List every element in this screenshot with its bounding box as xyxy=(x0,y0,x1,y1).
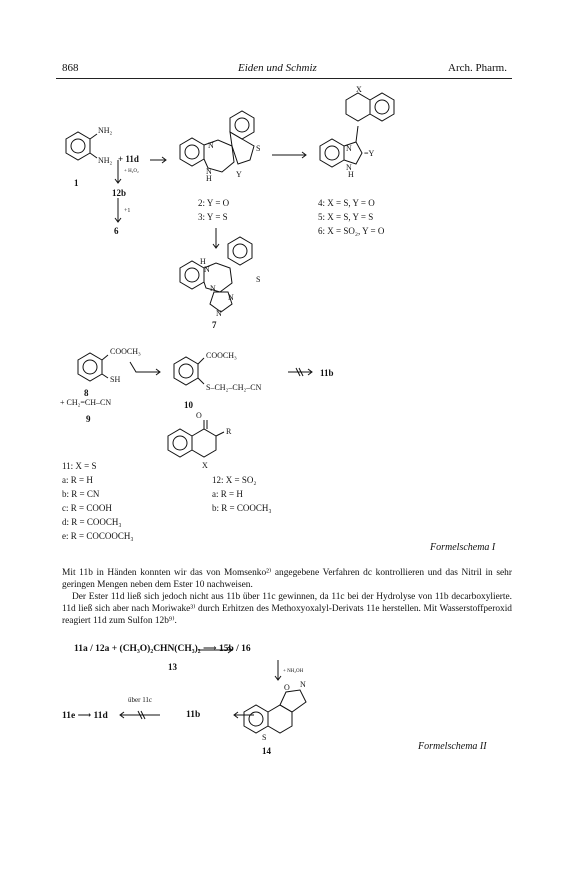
label-6: 6 xyxy=(114,226,119,236)
nh2-lower: NH₂ xyxy=(98,156,113,165)
reagent-11d: + 11d xyxy=(118,154,139,164)
chain-10: S–CH₂–CH₂–CN xyxy=(206,383,262,392)
compound-14-benzo-ring xyxy=(244,705,268,733)
svg-text:=Y: =Y xyxy=(364,149,375,158)
acrylonitrile: + CH₂=CH–CN xyxy=(60,398,112,407)
label-11b-s2: 11b xyxy=(186,710,201,720)
label-7: 7 xyxy=(212,320,217,330)
sh-8: SH xyxy=(110,375,121,384)
nh2-upper: NH₂ xyxy=(98,126,113,135)
compound-11-benzo-ring xyxy=(168,429,192,457)
label-1: 1 xyxy=(74,178,79,188)
label-3: 3: Y = S xyxy=(198,212,228,222)
legend-12b: b: R = COOCH₃ xyxy=(212,503,272,513)
legend-11e: e: R = COCOOCH₃ xyxy=(62,531,134,541)
scheme-1-title: Formelschema I xyxy=(430,542,496,553)
compound-1-aromatic xyxy=(71,139,85,153)
svg-text:N: N xyxy=(300,680,306,689)
reagent-plus1: +1 xyxy=(124,208,131,214)
label-2: 2: Y = O xyxy=(198,198,230,208)
compound-4-naphthalene-ring xyxy=(346,93,370,121)
svg-text:N: N xyxy=(346,144,352,153)
svg-text:O: O xyxy=(284,683,290,692)
legend-12-x: 12: X = SO₂ xyxy=(212,475,257,485)
label-10: 10 xyxy=(184,400,193,410)
compound-1-ring xyxy=(66,132,90,160)
compound-2-benzo-ring xyxy=(180,138,204,166)
reagent-h2o2: + H₂O₂ xyxy=(124,169,139,174)
uber-11c: über 11c xyxy=(128,696,153,704)
svg-text:X: X xyxy=(202,461,208,470)
label-13: 13 xyxy=(168,662,177,672)
reagent-nh2oh: + NH₂OH xyxy=(283,669,304,674)
svg-text:O: O xyxy=(196,411,202,420)
compound-4-benzo-ring xyxy=(320,139,344,167)
label-12b: 12b xyxy=(112,188,127,198)
running-header-journal: Arch. Pharm. xyxy=(448,62,507,74)
legend-11 xyxy=(62,459,133,543)
svg-text:N: N xyxy=(206,167,212,176)
label-6-def: 6: X = SO₂, Y = O xyxy=(318,226,385,236)
svg-text:H: H xyxy=(348,170,354,179)
label-4: 4: X = S, Y = O xyxy=(318,198,375,208)
svg-text:R: R xyxy=(226,427,232,436)
legend-11c: c: R = COOH xyxy=(62,503,112,513)
legend-11-x: 11: X = S xyxy=(62,461,97,471)
compound-14-isoxazole-ring xyxy=(280,690,306,712)
svg-text:H: H xyxy=(206,174,212,183)
cooch3-10: COOCH₃ xyxy=(206,351,237,360)
label-8: 8 xyxy=(84,388,89,398)
svg-text:Y: Y xyxy=(236,170,242,179)
svg-text:S: S xyxy=(262,733,267,742)
running-header-authors: Eiden und Schmiz xyxy=(238,62,317,74)
scheme-2-title: Formelschema II xyxy=(418,741,487,752)
label-14: 14 xyxy=(262,746,271,756)
cooch3-8: COOCH₃ xyxy=(110,347,141,356)
legend-11b: b: R = CN xyxy=(62,489,100,499)
page-number: 868 xyxy=(62,62,79,74)
svg-text:N: N xyxy=(204,265,210,274)
label-9: 9 xyxy=(86,414,91,424)
legend-12 xyxy=(212,473,271,515)
svg-text:N: N xyxy=(228,293,234,302)
compound-2-benzo-upper-ring xyxy=(230,111,254,139)
scheme-2-left: 11e ⟶ 11d xyxy=(62,711,108,721)
paragraph-2: Der Ester 11d ließ sich jedoch nicht aus 11b über 11c gewinnen, da 11c bei der Hydrolyse von 11b decarboxylierte. 11d ließ sich aber nach Moriwake³⁾ durch Erhitzen des Methoxyoxalyl-Derivats 11e herstellen. Mit Wasserstoffperoxid reagiert 11d zum Sulfon 12b⁹⁾. xyxy=(62,592,512,626)
svg-text:X: X xyxy=(356,85,362,94)
compound-10-ring xyxy=(174,357,198,385)
compound-7-benzo-upper-ring xyxy=(228,237,252,265)
svg-text:N: N xyxy=(210,284,216,293)
compound-8-ring xyxy=(78,353,102,381)
compound-11-thiopyranone-ring xyxy=(192,429,216,457)
svg-text:S: S xyxy=(256,275,261,284)
compound-14-thiopyran-ring xyxy=(268,705,292,733)
legend-11d: d: R = COOCH₃ xyxy=(62,517,122,527)
paragraph-1: Mit 11b in Händen konnten wir das von Momsenko²⁾ angegebene Verfahren dc kontrollieren und das Nitril in sehr geringen Mengen neben dem Ester 10 nachweisen. xyxy=(62,568,512,590)
label-5: 5: X = S, Y = S xyxy=(318,212,374,222)
label-11b: 11b xyxy=(320,368,334,378)
svg-text:H: H xyxy=(200,257,206,266)
svg-text:N: N xyxy=(346,163,352,172)
scheme-2-equation: 11a / 12a + (CH₃O)₂CHN(CH₃)₂ ⟶ 15b / 16 xyxy=(74,644,251,654)
svg-text:N: N xyxy=(208,141,214,150)
svg-text:N: N xyxy=(216,309,222,318)
legend-12a: a: R = H xyxy=(212,489,243,499)
svg-text:S: S xyxy=(256,144,261,153)
legend-11a: a: R = H xyxy=(62,475,93,485)
